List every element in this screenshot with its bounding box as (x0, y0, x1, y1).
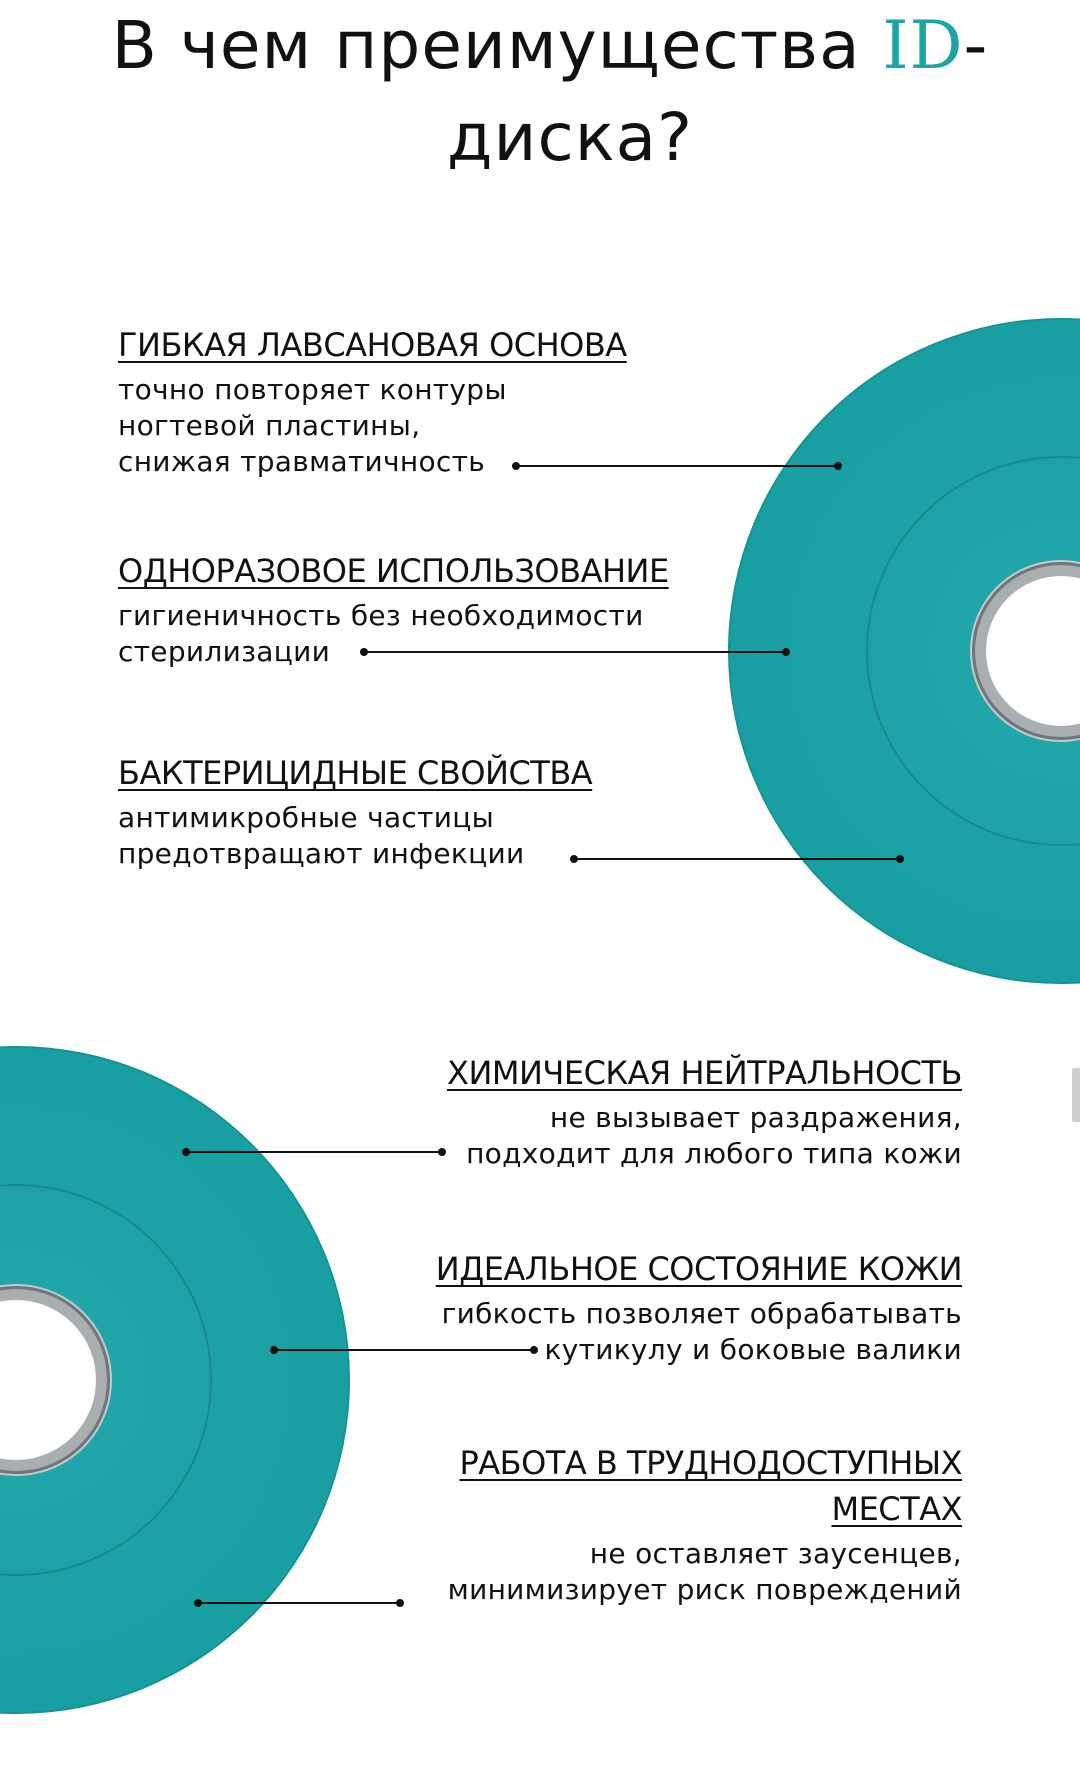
description-line: не вызывает раздражения, (549, 1101, 962, 1134)
feature-connector-line (364, 651, 786, 653)
description-line: стерилизации (118, 635, 331, 668)
feature-bactericidal (118, 750, 592, 872)
title-line-1 (0, 0, 1080, 92)
description-line: гигиеничность без необходимости (118, 599, 644, 632)
description-line: предотвращают инфекции (118, 837, 525, 870)
scroll-indicator[interactable] (1072, 1068, 1080, 1122)
page-title (0, 0, 1080, 184)
feature-flexible-base (118, 322, 627, 480)
title-accent-id: ID (882, 7, 964, 84)
feature-heading: БАКТЕРИЦИДНЫЕ СВОЙСТВА (118, 754, 593, 792)
feature-hard-to-reach (362, 1440, 962, 1608)
description-line: минимизирует риск повреждений (447, 1573, 962, 1606)
feature-description (362, 1536, 962, 1608)
id-disc-image-left (0, 1046, 350, 1714)
title-suffix: - (963, 7, 989, 84)
feature-connector-line (198, 1602, 400, 1604)
title-line-2: диска? (446, 99, 694, 176)
description-line: кутикулу и боковые валики (544, 1333, 962, 1366)
description-line: антимикробные частицы (118, 801, 494, 834)
description-line: ногтевой пластины, (118, 409, 421, 442)
description-line: гибкость позволяет обрабатывать (441, 1297, 962, 1330)
feature-chemical-neutrality (447, 1050, 962, 1172)
description-line: подходит для любого типа кожи (466, 1137, 962, 1170)
feature-connector-line (186, 1151, 442, 1153)
feature-connector-line (516, 465, 838, 467)
feature-heading: ХИМИЧЕСКАЯ НЕЙТРАЛЬНОСТЬ (447, 1054, 962, 1092)
description-line: точно повторяет контуры (118, 373, 507, 406)
feature-connector-line (274, 1349, 534, 1351)
feature-heading: ГИБКАЯ ЛАВСАНОВАЯ ОСНОВА (118, 326, 627, 364)
feature-heading: РАБОТА В ТРУДНОДОСТУПНЫХ МЕСТАХ (459, 1444, 962, 1528)
description-line: снижая травматичность (118, 445, 486, 478)
title-prefix: В чем преимущества (111, 7, 883, 84)
feature-description (118, 598, 669, 670)
feature-description (118, 800, 592, 872)
feature-heading: ОДНОРАЗОВОЕ ИСПОЛЬЗОВАНИЕ (118, 552, 669, 590)
feature-description (447, 1100, 962, 1172)
feature-description (118, 372, 627, 480)
feature-description (436, 1296, 962, 1368)
description-line: не оставляет заусенцев, (589, 1537, 962, 1570)
feature-connector-line (574, 858, 900, 860)
feature-heading: ИДЕАЛЬНОЕ СОСТОЯНИЕ КОЖИ (435, 1250, 962, 1288)
